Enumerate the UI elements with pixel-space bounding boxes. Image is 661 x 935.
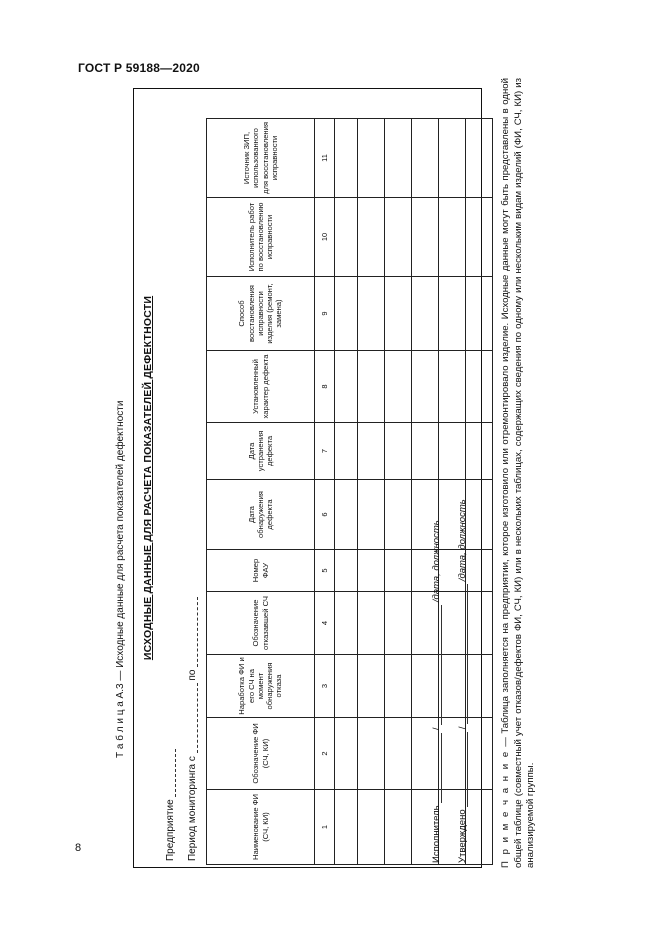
table-caption: Т а б л и ц а А.3 — Исходные данные для расчета показателей дефектности: [115, 400, 126, 758]
col-number: 11: [315, 119, 335, 198]
col-header: Обозначение отказавшей СЧ: [207, 592, 315, 655]
executor-label: Исполнитель: [431, 805, 442, 863]
col-number: 1: [315, 790, 335, 865]
col-header: Наименование ФИ (СЧ, КИ): [207, 790, 315, 865]
approved-sign-blank: [456, 584, 468, 724]
approved-date-position: /дата, должность: [457, 499, 468, 582]
enterprise-label: Предприятие: [165, 799, 176, 861]
executor-date-position: /дата, должность: [431, 520, 442, 603]
executor-signature: Исполнитель / /дата, должность: [431, 520, 442, 863]
col-number: 6: [315, 480, 335, 550]
approved-label: Утверждено: [457, 809, 468, 863]
executor-name-blank: [430, 733, 442, 803]
executor-sign-blank: [430, 605, 442, 725]
page-number: 8: [75, 842, 82, 854]
col-number: 2: [315, 718, 335, 790]
approved-signature: Утверждено / /дата, должность: [457, 499, 468, 863]
period-label: Период мониторинга с: [187, 756, 198, 861]
col-header: Наработка ФИ и его СЧ на момент обнаружения отказа: [207, 655, 315, 718]
col-header: Исполнитель работ по восстановлению исправности: [207, 198, 315, 277]
table-header-row: [207, 119, 315, 865]
col-header: Обозначение ФИ (СЧ, КИ): [207, 718, 315, 790]
col-number: 4: [315, 592, 335, 655]
enterprise-field: [164, 749, 176, 861]
col-number: 10: [315, 198, 335, 277]
col-number: 7: [315, 423, 335, 480]
table-row: [358, 119, 385, 865]
approved-name-blank: [456, 732, 468, 807]
note-label: П р и м е ч а н и е: [500, 750, 511, 868]
column-number-row: [315, 119, 335, 865]
col-header: Установленный характер дефекта: [207, 351, 315, 423]
form-frame: [133, 88, 482, 868]
note-text: — Таблица заполняется на предприятии, которое изготовило или отремонтировало изделие. Исходные данные могут быть представлены в одной общей таблице (совместный учет отказов/дефектов ФИ, СЧ, КИ) или в нескольких таблицах, содержащих сведения по одному или нескольким видам изделий (ФИ, СЧ, КИ) из анализируемой группы.: [500, 78, 536, 868]
col-header: Дата обнаружения дефекта: [207, 480, 315, 550]
col-header: Способ восстановления исправности изделия (ремонт, замена): [207, 277, 315, 351]
period-to-blank: [186, 597, 198, 667]
standard-code: ГОСТ Р 59188—2020: [78, 61, 200, 75]
period-field: [186, 597, 198, 861]
rotated-landscape-content: [115, 73, 567, 868]
period-from-blank: [186, 683, 198, 753]
table-row: [335, 119, 358, 865]
col-number: 8: [315, 351, 335, 423]
col-number: 9: [315, 277, 335, 351]
col-number: 5: [315, 550, 335, 592]
table-row: [466, 119, 493, 865]
defect-data-table: [206, 118, 493, 865]
col-header: Источник ЗИП, использованного для восстановления исправности: [207, 119, 315, 198]
period-to-label: по: [187, 669, 198, 681]
table-row: [385, 119, 412, 865]
enterprise-blank: [164, 749, 176, 797]
col-header: Дата устранения дефекта: [207, 423, 315, 480]
col-header: Номер ФАУ: [207, 550, 315, 592]
form-title: ИСХОДНЫЕ ДАННЫЕ ДЛЯ РАСЧЕТА ПОКАЗАТЕЛЕЙ ДЕФЕКТНОСТИ: [142, 295, 154, 661]
col-number: 3: [315, 655, 335, 718]
table-note: [500, 78, 538, 868]
